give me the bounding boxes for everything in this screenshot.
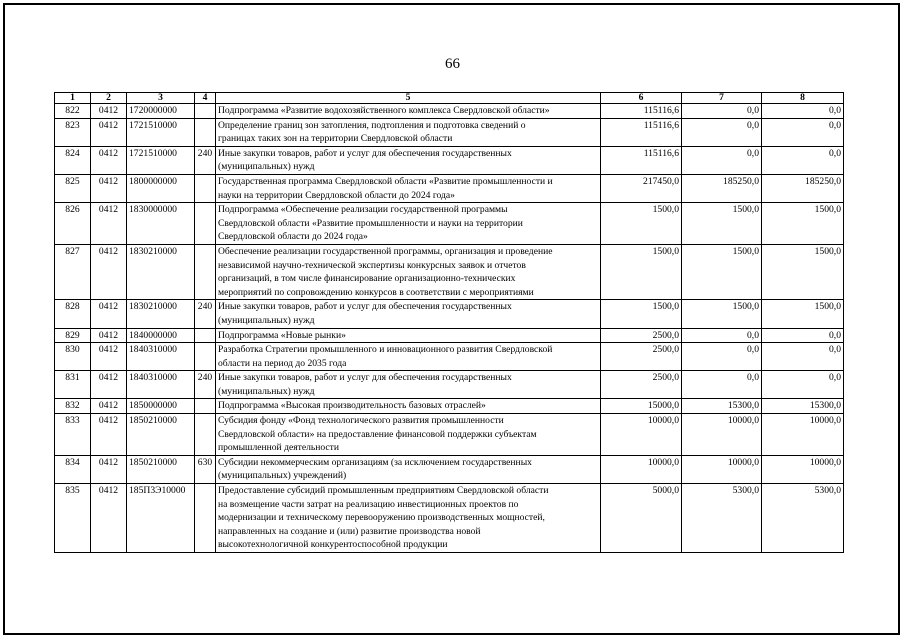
- amount-col6-cell: 2500,0: [601, 371, 682, 399]
- target-article-cell: 185П3Э10000: [127, 484, 195, 553]
- row-number-cell: 828: [55, 300, 91, 328]
- description-line: Субсидии некоммерческим организациям (за исключением государственных: [218, 456, 532, 468]
- section-code-cell: 0412: [91, 328, 127, 343]
- description-cell: [216, 203, 601, 245]
- row-number-cell: 833: [55, 414, 91, 456]
- description-line: Определение границ зон затопления, подтопления и подготовка сведений о: [218, 119, 526, 131]
- table-row: [55, 203, 844, 245]
- amount-col7-cell: 0,0: [682, 328, 762, 343]
- target-article-cell: 1830000000: [127, 203, 195, 245]
- description-line: высокотехнологичной конкурентоспособной продукции: [218, 539, 448, 551]
- description-line: Обеспечение реализации государственной программы, организация и проведение: [218, 245, 553, 257]
- row-number-cell: 829: [55, 328, 91, 343]
- header-col-3: 3: [127, 93, 195, 104]
- amount-col8-cell: 185250,0: [762, 174, 844, 202]
- section-code-cell: 0412: [91, 146, 127, 174]
- description-line: Подпрограмма «Высокая производительность базовых отраслей»: [218, 400, 486, 412]
- table-row: [55, 484, 844, 553]
- section-code-cell: 0412: [91, 244, 127, 299]
- amount-col7-cell: 0,0: [682, 104, 762, 119]
- amount-col8-cell: 0,0: [762, 118, 844, 146]
- amount-col8-cell: 15300,0: [762, 399, 844, 414]
- header-col-1: 1: [55, 93, 91, 104]
- amount-col7-cell: 1500,0: [682, 300, 762, 328]
- header-col-5: 5: [216, 93, 601, 104]
- amount-col7-cell: 10000,0: [682, 455, 762, 483]
- description-line: Иные закупки товаров, работ и услуг для обеспечения государственных: [218, 147, 512, 159]
- description-line: модернизации и техническому перевооружению производственных мощностей,: [218, 512, 545, 524]
- amount-col8-cell: 0,0: [762, 371, 844, 399]
- target-article-cell: 1850210000: [127, 414, 195, 456]
- amount-col8-cell: 0,0: [762, 104, 844, 119]
- description-line: науки на территории Свердловской области до 2024 года»: [218, 189, 455, 201]
- description-line: направленных на создание и (или) развитие производства новой: [218, 525, 481, 537]
- section-code-cell: 0412: [91, 104, 127, 119]
- description-line: независимой научно-технической экспертизы конкурсных заявок и отчетов: [218, 259, 526, 271]
- description-cell: [216, 104, 601, 119]
- row-number-cell: 835: [55, 484, 91, 553]
- description-line: Свердловской области до 2024 года»: [218, 231, 368, 243]
- table-row: [55, 328, 844, 343]
- expense-type-cell: 240: [195, 146, 216, 174]
- amount-col7-cell: 185250,0: [682, 174, 762, 202]
- target-article-cell: 1850210000: [127, 455, 195, 483]
- amount-col6-cell: 2500,0: [601, 343, 682, 371]
- target-article-cell: 1830210000: [127, 300, 195, 328]
- description-line: (муниципальных) нужд: [218, 161, 315, 173]
- budget-table: [54, 92, 844, 553]
- expense-type-cell: 630: [195, 455, 216, 483]
- description-cell: [216, 118, 601, 146]
- amount-col7-cell: 10000,0: [682, 414, 762, 456]
- description-line: Свердловской области «Развитие промышленности и науки на территории: [218, 217, 523, 229]
- description-line: (муниципальных) нужд: [218, 385, 315, 397]
- row-number-cell: 826: [55, 203, 91, 245]
- table-row: [55, 300, 844, 328]
- table-row: [55, 399, 844, 414]
- amount-col6-cell: 115116,6: [601, 146, 682, 174]
- expense-type-cell: [195, 328, 216, 343]
- expense-type-cell: 240: [195, 300, 216, 328]
- amount-col6-cell: 1500,0: [601, 244, 682, 299]
- table-row: [55, 371, 844, 399]
- description-cell: [216, 343, 601, 371]
- amount-col8-cell: 10000,0: [762, 455, 844, 483]
- amount-col6-cell: 10000,0: [601, 455, 682, 483]
- description-line: (муниципальных) нужд: [218, 314, 315, 326]
- row-number-cell: 827: [55, 244, 91, 299]
- amount-col7-cell: 0,0: [682, 371, 762, 399]
- description-line: Подпрограмма «Новые рынки»: [218, 329, 346, 341]
- amount-col7-cell: 0,0: [682, 146, 762, 174]
- amount-col8-cell: 0,0: [762, 146, 844, 174]
- amount-col6-cell: 217450,0: [601, 174, 682, 202]
- amount-col7-cell: 5300,0: [682, 484, 762, 553]
- description-line: на возмещение части затрат на реализацию инвестиционных проектов по: [218, 498, 519, 510]
- amount-col6-cell: 15000,0: [601, 399, 682, 414]
- description-line: границах таких зон на территории Свердловской области: [218, 133, 453, 145]
- amount-col7-cell: 1500,0: [682, 244, 762, 299]
- target-article-cell: 1721510000: [127, 118, 195, 146]
- description-cell: [216, 328, 601, 343]
- target-article-cell: 1720000000: [127, 104, 195, 119]
- section-code-cell: 0412: [91, 371, 127, 399]
- table-row: [55, 146, 844, 174]
- row-number-cell: 832: [55, 399, 91, 414]
- expense-type-cell: [195, 414, 216, 456]
- section-code-cell: 0412: [91, 300, 127, 328]
- header-col-4: 4: [195, 93, 216, 104]
- table-row: [55, 343, 844, 371]
- amount-col6-cell: 115116,6: [601, 104, 682, 119]
- header-col-8: 8: [762, 93, 844, 104]
- row-number-cell: 824: [55, 146, 91, 174]
- section-code-cell: 0412: [91, 118, 127, 146]
- amount-col6-cell: 10000,0: [601, 414, 682, 456]
- expense-type-cell: [195, 104, 216, 119]
- target-article-cell: 1840310000: [127, 343, 195, 371]
- row-number-cell: 825: [55, 174, 91, 202]
- target-article-cell: 1850000000: [127, 399, 195, 414]
- description-line: Подпрограмма «Обеспечение реализации государственной программы: [218, 204, 508, 216]
- section-code-cell: 0412: [91, 414, 127, 456]
- section-code-cell: 0412: [91, 484, 127, 553]
- expense-type-cell: 240: [195, 371, 216, 399]
- amount-col7-cell: 0,0: [682, 118, 762, 146]
- description-cell: [216, 174, 601, 202]
- description-line: Подпрограмма «Развитие водохозяйственного комплекса Свердловской области»: [218, 105, 550, 116]
- table-row: [55, 118, 844, 146]
- section-code-cell: 0412: [91, 174, 127, 202]
- table-row: [55, 244, 844, 299]
- description-cell: [216, 455, 601, 483]
- description-line: Субсидия фонду «Фонд технологического развития промышленности: [218, 415, 504, 427]
- table-row: [55, 455, 844, 483]
- row-number-cell: 823: [55, 118, 91, 146]
- header-col-6: 6: [601, 93, 682, 104]
- target-article-cell: 1840310000: [127, 371, 195, 399]
- description-cell: [216, 414, 601, 456]
- table-row: [55, 104, 844, 119]
- description-line: (муниципальных) учреждений): [218, 470, 347, 482]
- table-row: [55, 174, 844, 202]
- amount-col8-cell: 1500,0: [762, 244, 844, 299]
- amount-col7-cell: 1500,0: [682, 203, 762, 245]
- description-cell: [216, 371, 601, 399]
- description-line: Государственная программа Свердловской области «Развитие промышленности и: [218, 175, 553, 187]
- description-line: мероприятий по сопровождению конкурсов в соответствии с мероприятиями: [218, 286, 534, 298]
- expense-type-cell: [195, 203, 216, 245]
- description-line: Иные закупки товаров, работ и услуг для обеспечения государственных: [218, 372, 512, 384]
- row-number-cell: 822: [55, 104, 91, 119]
- table-header-row: [55, 93, 844, 104]
- amount-col8-cell: 1500,0: [762, 300, 844, 328]
- description-cell: [216, 399, 601, 414]
- row-number-cell: 830: [55, 343, 91, 371]
- header-col-7: 7: [682, 93, 762, 104]
- description-line: организаций, в том числе финансирование организационно-технических: [218, 273, 516, 285]
- amount-col8-cell: 0,0: [762, 343, 844, 371]
- target-article-cell: 1721510000: [127, 146, 195, 174]
- amount-col8-cell: 0,0: [762, 328, 844, 343]
- description-cell: [216, 146, 601, 174]
- amount-col7-cell: 0,0: [682, 343, 762, 371]
- description-line: области на период до 2035 года: [218, 357, 347, 369]
- description-cell: [216, 300, 601, 328]
- row-number-cell: 831: [55, 371, 91, 399]
- row-number-cell: 834: [55, 455, 91, 483]
- amount-col8-cell: 10000,0: [762, 414, 844, 456]
- section-code-cell: 0412: [91, 203, 127, 245]
- amount-col6-cell: 2500,0: [601, 328, 682, 343]
- amount-col8-cell: 5300,0: [762, 484, 844, 553]
- amount-col6-cell: 5000,0: [601, 484, 682, 553]
- expense-type-cell: [195, 343, 216, 371]
- target-article-cell: 1830210000: [127, 244, 195, 299]
- table-row: [55, 414, 844, 456]
- section-code-cell: 0412: [91, 399, 127, 414]
- section-code-cell: 0412: [91, 455, 127, 483]
- amount-col6-cell: 1500,0: [601, 203, 682, 245]
- expense-type-cell: [195, 174, 216, 202]
- description-line: Предоставление субсидий промышленным предприятиям Свердловской области: [218, 485, 549, 497]
- description-line: Иные закупки товаров, работ и услуг для обеспечения государственных: [218, 301, 512, 313]
- description-cell: [216, 484, 601, 553]
- expense-type-cell: [195, 118, 216, 146]
- page-number: 66: [445, 56, 460, 72]
- amount-col7-cell: 15300,0: [682, 399, 762, 414]
- section-code-cell: 0412: [91, 343, 127, 371]
- expense-type-cell: [195, 399, 216, 414]
- description-line: Свердловской области» на предоставление финансовой поддержки субъектам: [218, 428, 537, 440]
- amount-col6-cell: 1500,0: [601, 300, 682, 328]
- description-line: Разработка Стратегии промышленного и инновационного развития Свердловской: [218, 344, 553, 356]
- target-article-cell: 1800000000: [127, 174, 195, 202]
- amount-col6-cell: 115116,6: [601, 118, 682, 146]
- target-article-cell: 1840000000: [127, 328, 195, 343]
- amount-col8-cell: 1500,0: [762, 203, 844, 245]
- expense-type-cell: [195, 484, 216, 553]
- expense-type-cell: [195, 244, 216, 299]
- header-col-2: 2: [91, 93, 127, 104]
- description-cell: [216, 244, 601, 299]
- description-line: промышленной деятельности: [218, 442, 340, 454]
